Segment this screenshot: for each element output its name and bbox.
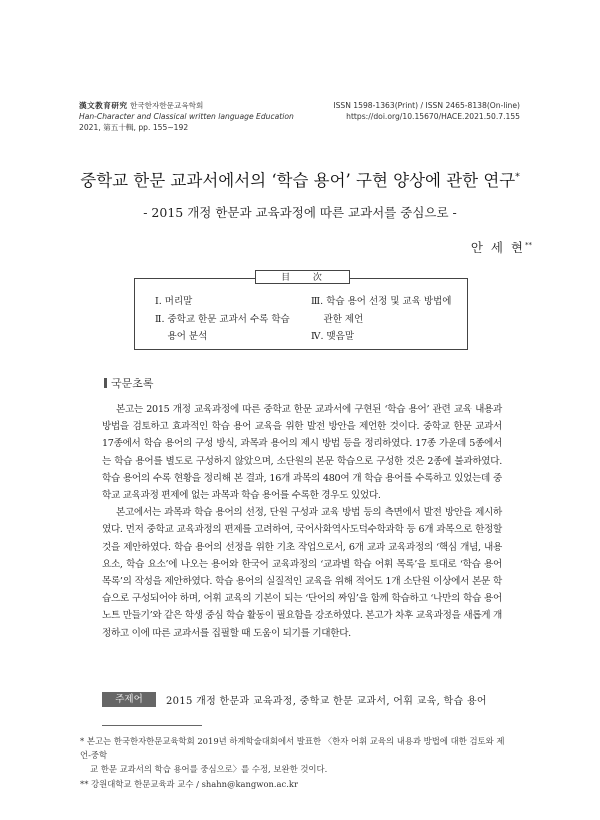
author-name: 안 세 현	[470, 240, 525, 255]
footnote-2-mark: **	[80, 778, 89, 789]
toc-right-column	[311, 293, 451, 346]
footnote-2-text: 강원대학교 한문교육과 교수 / shahn@kangwon.ac.kr	[91, 778, 298, 789]
footnote-1-text: 본고는 한국한자한문교육학회 2019년 하계학술대회에서 발표한 〈한자 어휘 교육의 내용과 방법에 대한 검토와 제언-중학	[80, 736, 505, 761]
journal-english-name: Han-Character and Classical written language Education	[79, 112, 294, 121]
issn-block	[333, 100, 520, 122]
doi-link[interactable]: https://doi.org/10.15670/HACE.2021.50.7.155	[346, 112, 520, 121]
abstract-paragraph-2: 본고에서는 과목과 학습 용어의 선정, 단원 구성과 교육 방법 등의 측면에서 발전 방안을 제시하였다. 먼저 중학교 교육과정의 편제를 고려하여, 국어사화역사도덕수학과학 등 6개 과목으로 한정할 것을 제안하였다. 학습 용어의 선정을 위한 기초 작업으로서, 6개 교과 교육과정의 ‘핵심 개념, 내용 요소, 학습 요소’에 나오는 용어와 한국어 교육과정의 ‘교과별 학습 어휘 목록’을 토대로 ‘학습 용어 목록’의 작성을 제안하였다. 학습 용어의 실질적인 교육을 위해 적어도 1개 소단원 이상에서 본문 학습으로 구성되어야 하며, 어휘 교육의 기본이 되는 ‘단어의 짜임’을 함께 학습하고 ‘나만의 학습 용어 노트 만들기’와 같은 학생 중심 학습 활동이 필요함을 강조하였다. 본고가 차후 교육과정을 새롭게 개정하고 이에 따른 교과서를 집필할 때 도움이 되기를 기대한다.	[102, 507, 502, 639]
footnote-1-text-cont: 교 한문 교과서의 학습 용어를 중심으로〉를 수정, 보완한 것이다.	[90, 764, 328, 775]
table-of-contents	[134, 273, 468, 350]
issn: ISSN 1598-1363(Print) / ISSN 2465-8138(On-line)	[333, 101, 520, 110]
paper-title	[0, 167, 600, 191]
footnote-1-mark: *	[80, 736, 85, 746]
toc-title: 目 次	[255, 270, 350, 284]
journal-korean-name: 한국한자한문교육학회	[129, 101, 204, 110]
abstract-body	[102, 401, 502, 642]
journal-volume: 2021, 第五十輯, pp. 155~192	[79, 123, 189, 132]
title-footnote-mark[interactable]: *	[515, 172, 520, 183]
footnote-divider	[102, 725, 202, 726]
footnote-1	[80, 734, 510, 777]
keywords-label: 주제어	[102, 692, 156, 707]
toc-item-proposal-cont: 관한 제언	[311, 313, 364, 325]
abstract-heading-text: 국문초록	[111, 377, 154, 390]
keywords-text: 2015 개정 한문과 교육과정, 중학교 한문 교과서, 어휘 교육, 학습 용어	[166, 696, 487, 707]
toc-item-conclusion: Ⅳ. 맺음말	[311, 331, 355, 342]
toc-item-proposal: Ⅲ. 학습 용어 선정 및 교육 방법에	[311, 296, 452, 307]
journal-logo: 漢文教育研究	[79, 101, 128, 110]
keywords	[102, 692, 502, 707]
footnote-2	[80, 777, 510, 791]
abstract-heading	[104, 375, 154, 391]
author	[471, 238, 532, 256]
paper-title-text: 중학교 한문 교과서에서의 ‘학습 용어’ 구현 양상에 관한 연구	[80, 171, 516, 190]
abstract-paragraph-1: 본고는 2015 개정 교육과정에 따른 중학교 한문 교과서에 구현된 ‘학습 용어’ 관련 교육 내용과 방법을 검토하고 효과적인 학습 용어 교육을 위한 발전 방안을 제언한 것이다. 중학교 한문 교과서 17종에서 학습 용어의 구성 방식, 과목과 용어의 제시 방법 등을 정리하였다. 17종 가운데 5종에서는 학습 용어를 별도로 구성하지 않았으며, 소단원의 본문 학습으로 구성한 것은 2종에 불과하였다. 학습 용어의 수록 현황을 정리해 본 결과, 16개 과목의 480여 개 학습 용어를 수록하고 있었는데 중학교 교육과정 편제에 없는 과목과 학습 용어를 수록한 경우도 있었다.	[102, 404, 502, 502]
journal-header	[79, 100, 294, 133]
toc-item-analysis: Ⅱ. 중학교 한문 교과서 수록 학습	[155, 313, 290, 325]
paper-subtitle: - 2015 개정 한문과 교육과정에 따른 교과서를 중심으로 -	[143, 205, 457, 220]
author-footnote-mark[interactable]: **	[525, 240, 532, 249]
toc-item-intro: Ⅰ. 머리말	[155, 296, 193, 307]
footnotes	[80, 734, 510, 791]
toc-left-column	[155, 293, 290, 346]
journal-name-line	[79, 100, 294, 111]
heading-bar-icon	[104, 378, 107, 388]
toc-item-analysis-cont: 용어 분석	[155, 331, 208, 342]
